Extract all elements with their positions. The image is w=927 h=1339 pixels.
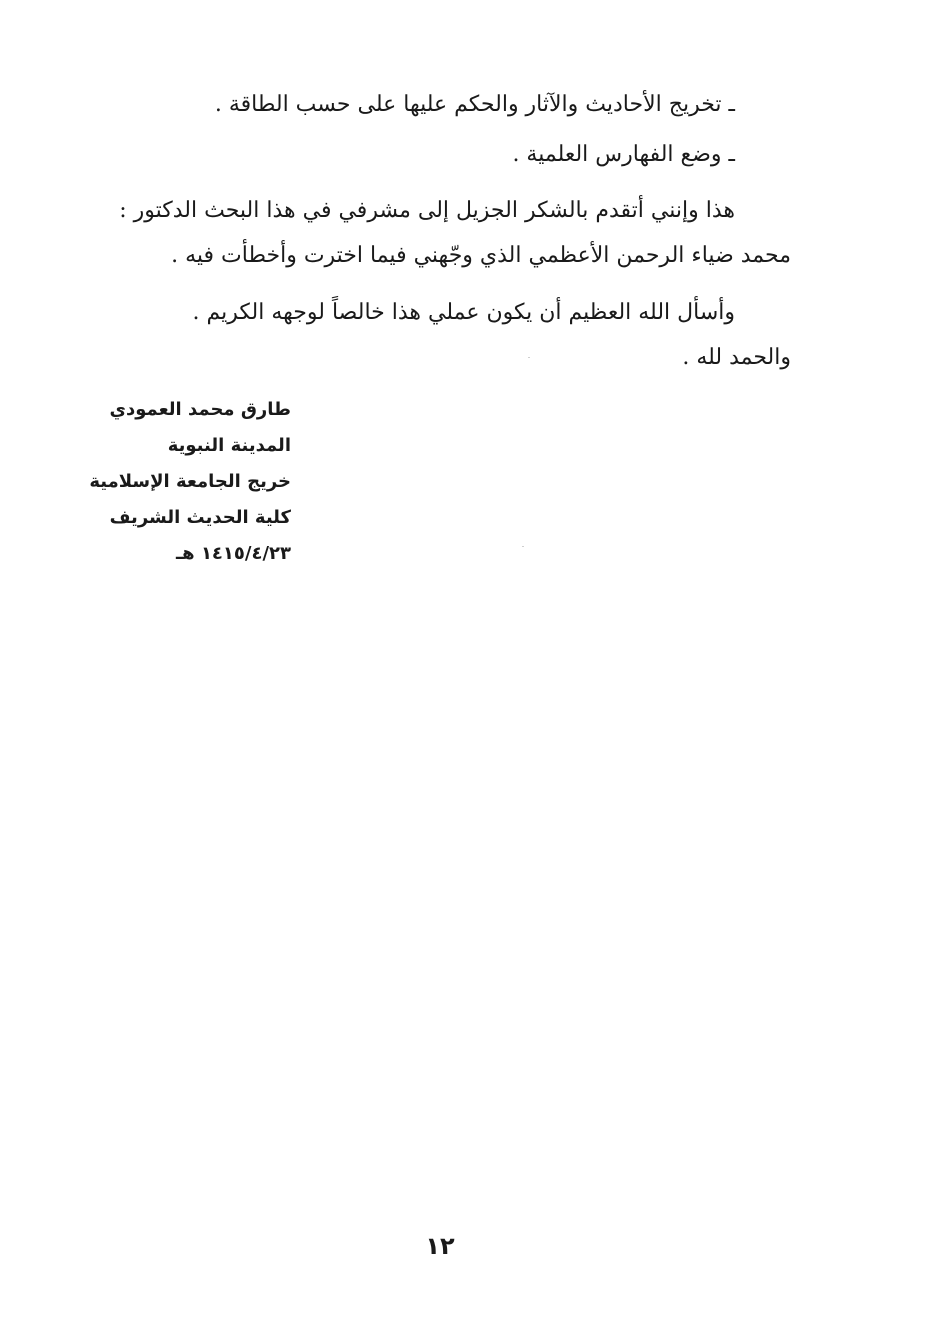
signature-block (89, 392, 291, 572)
thanks-paragraph-line-2: محمد ضياء الرحمن الأعظمي الذي وجّهني فيما اخترت وأخطأت فيه . (171, 243, 791, 268)
author-name: طارق محمد العمودي (109, 399, 291, 420)
bullet-indexes: ـ وضع الفهارس العلمية . (512, 142, 735, 167)
author-college: كلية الحديث الشريف (109, 507, 291, 528)
bullet-takhrij: ـ تخريج الأحاديث والآثار والحكم عليها على حسب الطاقة . (214, 92, 735, 117)
scan-speck (528, 357, 530, 358)
prayer-paragraph-line-1: وأسأل الله العظيم أن يكون عملي هذا خالصاً لوجهه الكريم . (192, 300, 735, 325)
author-affiliation: خريج الجامعة الإسلامية (89, 471, 291, 492)
signature-date: ١٤١٥/٤/٢٣ هـ (176, 543, 291, 564)
scan-speck (522, 546, 524, 547)
prayer-paragraph-line-2: والحمد لله . (682, 345, 791, 370)
author-city: المدينة النبوية (167, 435, 291, 456)
thanks-paragraph-line-1: هذا وإنني أتقدم بالشكر الجزيل إلى مشرفي في هذا البحث الدكتور : (119, 198, 735, 223)
page-number: ١٢ (425, 1232, 455, 1260)
